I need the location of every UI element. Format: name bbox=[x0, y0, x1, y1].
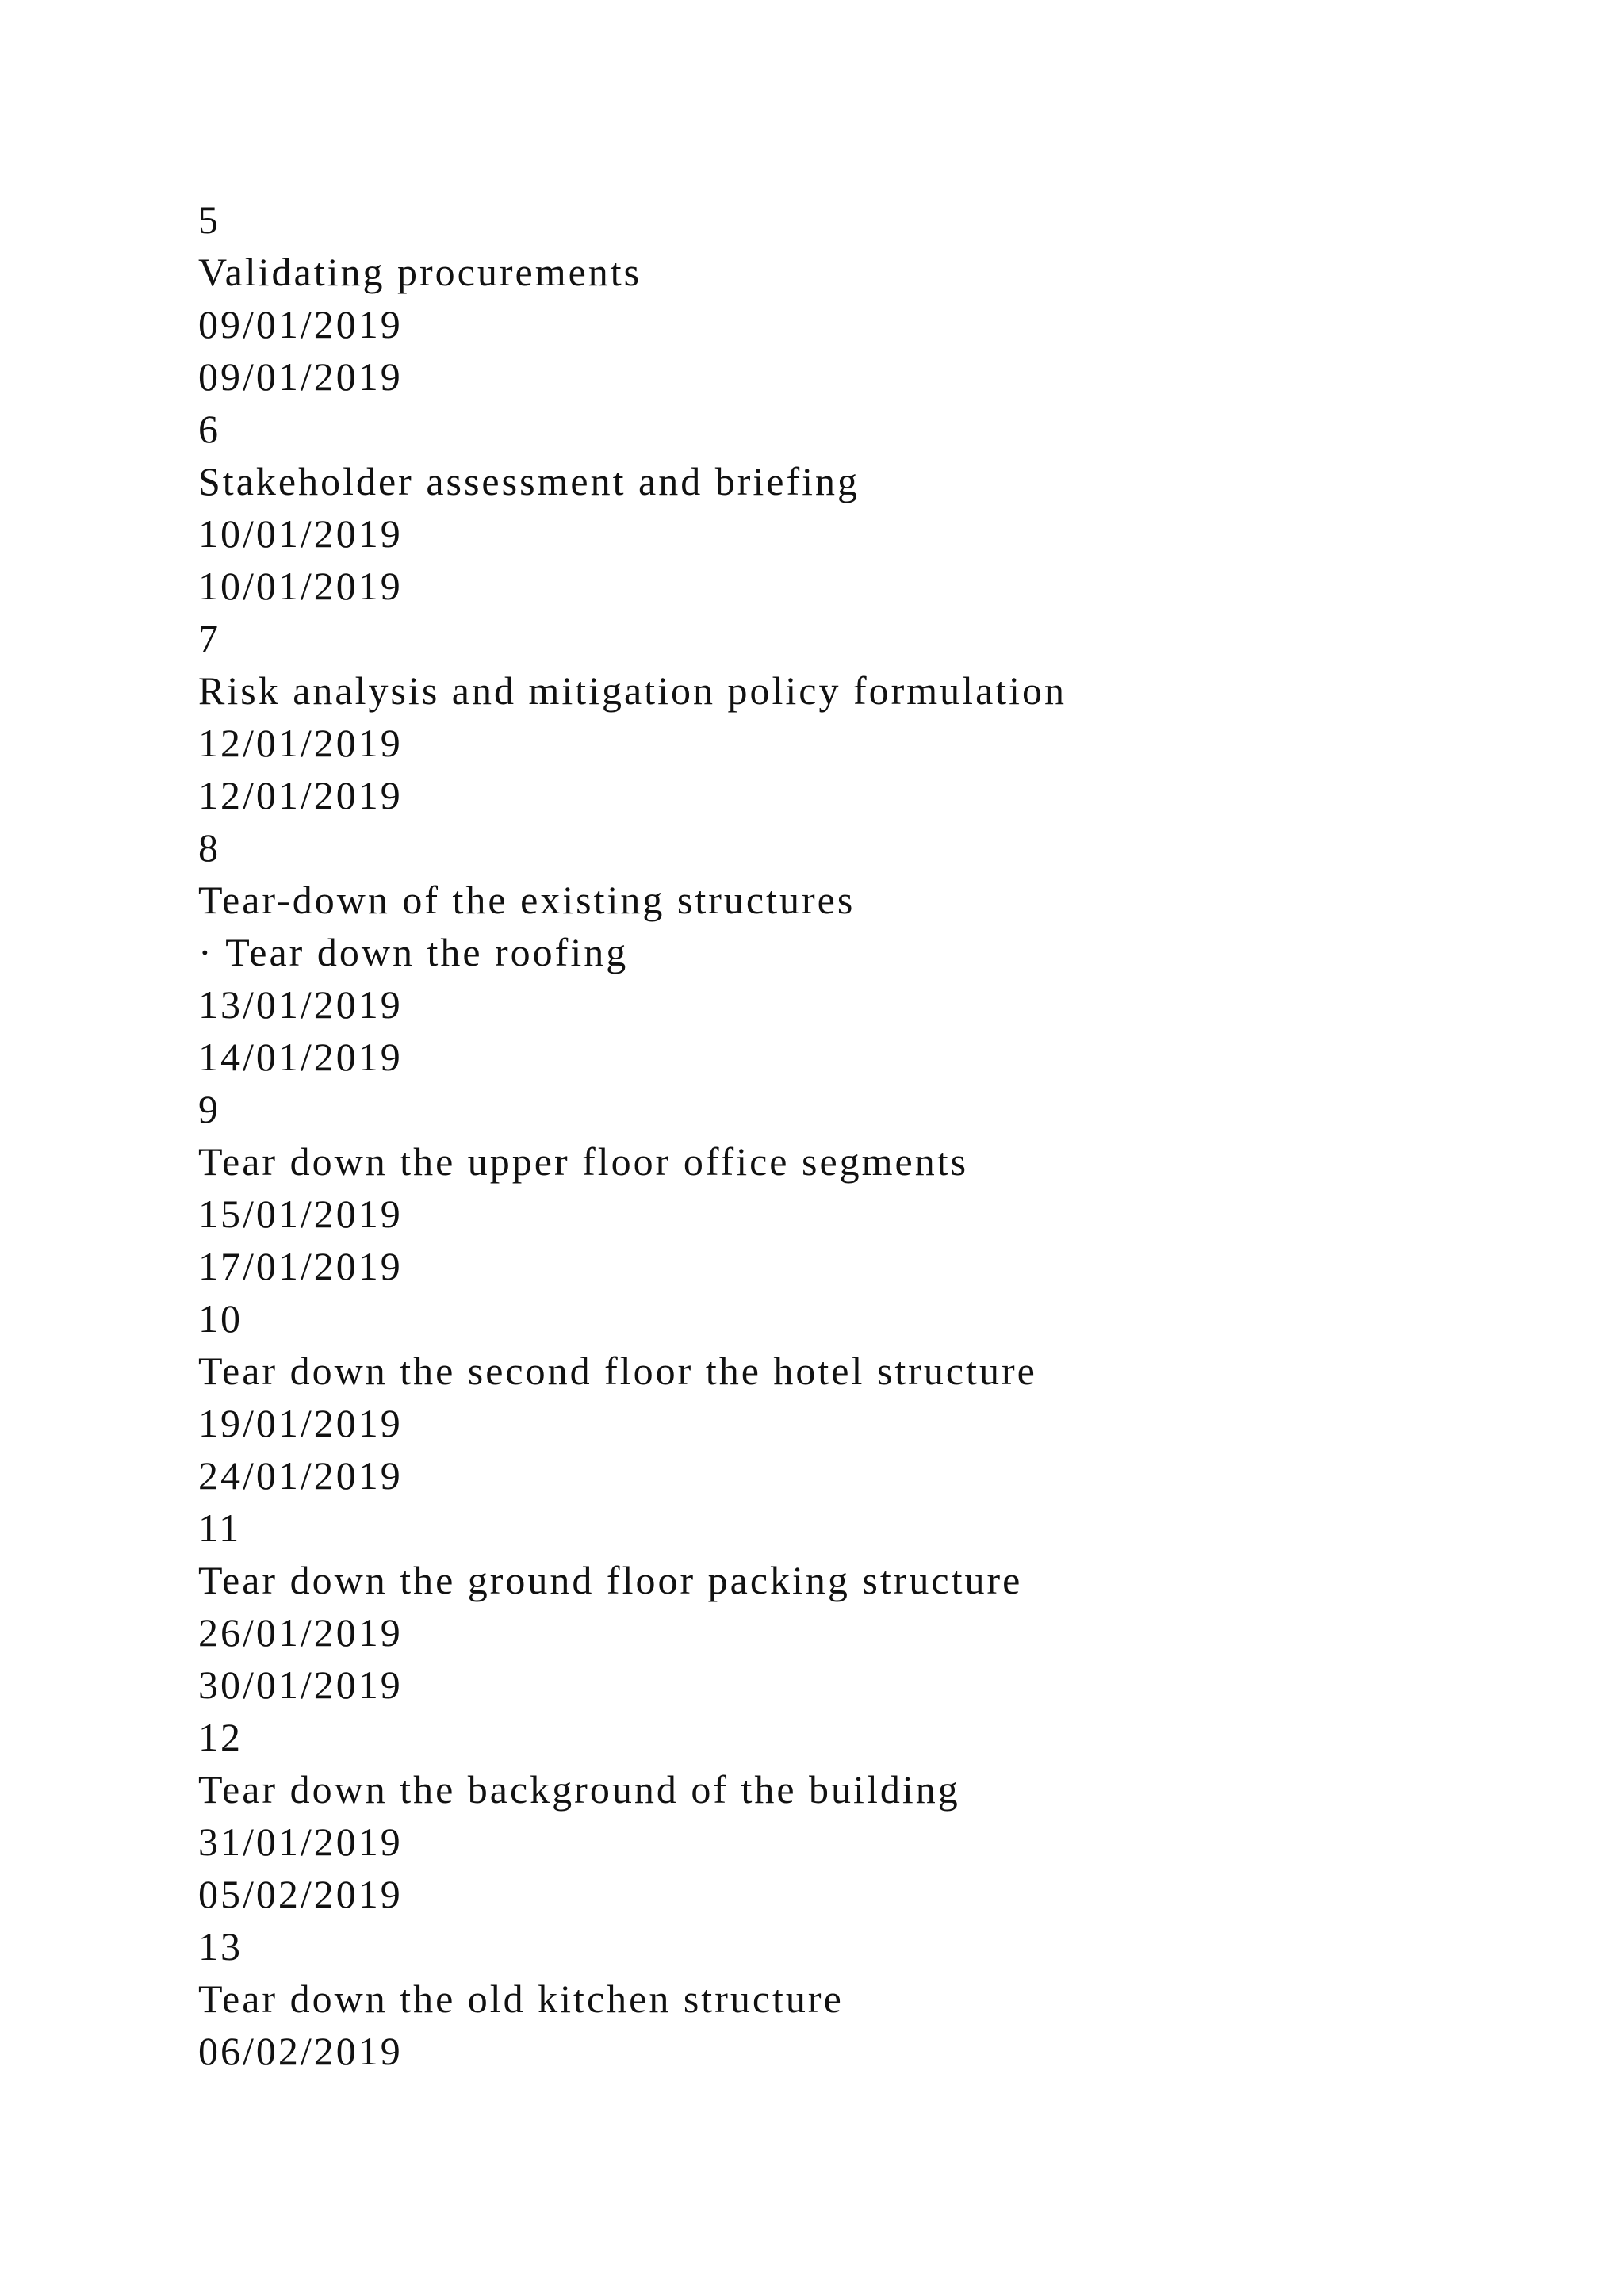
task-start-date: 15/01/2019 bbox=[198, 1192, 403, 1236]
task-title: Stakeholder assessment and briefing bbox=[198, 459, 860, 503]
task-end-date: 30/01/2019 bbox=[198, 1663, 403, 1707]
task-number: 13 bbox=[198, 1924, 243, 1969]
task-title: Tear down the ground floor packing structure bbox=[198, 1558, 1023, 1602]
task-title: Tear down the upper floor office segments bbox=[198, 1139, 969, 1184]
task-number: 10 bbox=[198, 1296, 243, 1341]
task-number: 9 bbox=[198, 1087, 220, 1131]
task-end-date: 10/01/2019 bbox=[198, 564, 403, 608]
task-start-date: 26/01/2019 bbox=[198, 1610, 403, 1655]
task-end-date: 24/01/2019 bbox=[198, 1453, 403, 1498]
task-subitem: · Tear down the roofing bbox=[198, 930, 629, 974]
task-number: 8 bbox=[198, 825, 220, 870]
task-end-date: 12/01/2019 bbox=[198, 773, 403, 817]
document-text-body bbox=[198, 193, 1546, 2077]
task-start-date: 09/01/2019 bbox=[198, 302, 403, 346]
task-title: Tear down the background of the building bbox=[198, 1767, 960, 1812]
task-number: 12 bbox=[198, 1715, 243, 1759]
task-start-date: 12/01/2019 bbox=[198, 721, 403, 765]
task-start-date: 13/01/2019 bbox=[198, 982, 403, 1027]
task-title: Risk analysis and mitigation policy formulation bbox=[198, 668, 1067, 713]
task-start-date: 10/01/2019 bbox=[198, 511, 403, 556]
task-end-date: 09/01/2019 bbox=[198, 354, 403, 399]
task-start-date: 31/01/2019 bbox=[198, 1820, 403, 1864]
task-number: 11 bbox=[198, 1506, 242, 1550]
task-number: 5 bbox=[198, 197, 220, 242]
task-start-date: 19/01/2019 bbox=[198, 1401, 403, 1445]
task-title: Validating procurements bbox=[198, 250, 642, 294]
task-title: Tear-down of the existing structures bbox=[198, 878, 856, 922]
task-start-date: 06/02/2019 bbox=[198, 2029, 403, 2073]
task-end-date: 14/01/2019 bbox=[198, 1035, 403, 1079]
task-number: 7 bbox=[198, 616, 220, 660]
task-title: Tear down the old kitchen structure bbox=[198, 1976, 844, 2021]
task-number: 6 bbox=[198, 407, 220, 451]
task-end-date: 17/01/2019 bbox=[198, 1244, 403, 1288]
task-end-date: 05/02/2019 bbox=[198, 1872, 403, 1916]
task-title: Tear down the second floor the hotel structure bbox=[198, 1349, 1037, 1393]
